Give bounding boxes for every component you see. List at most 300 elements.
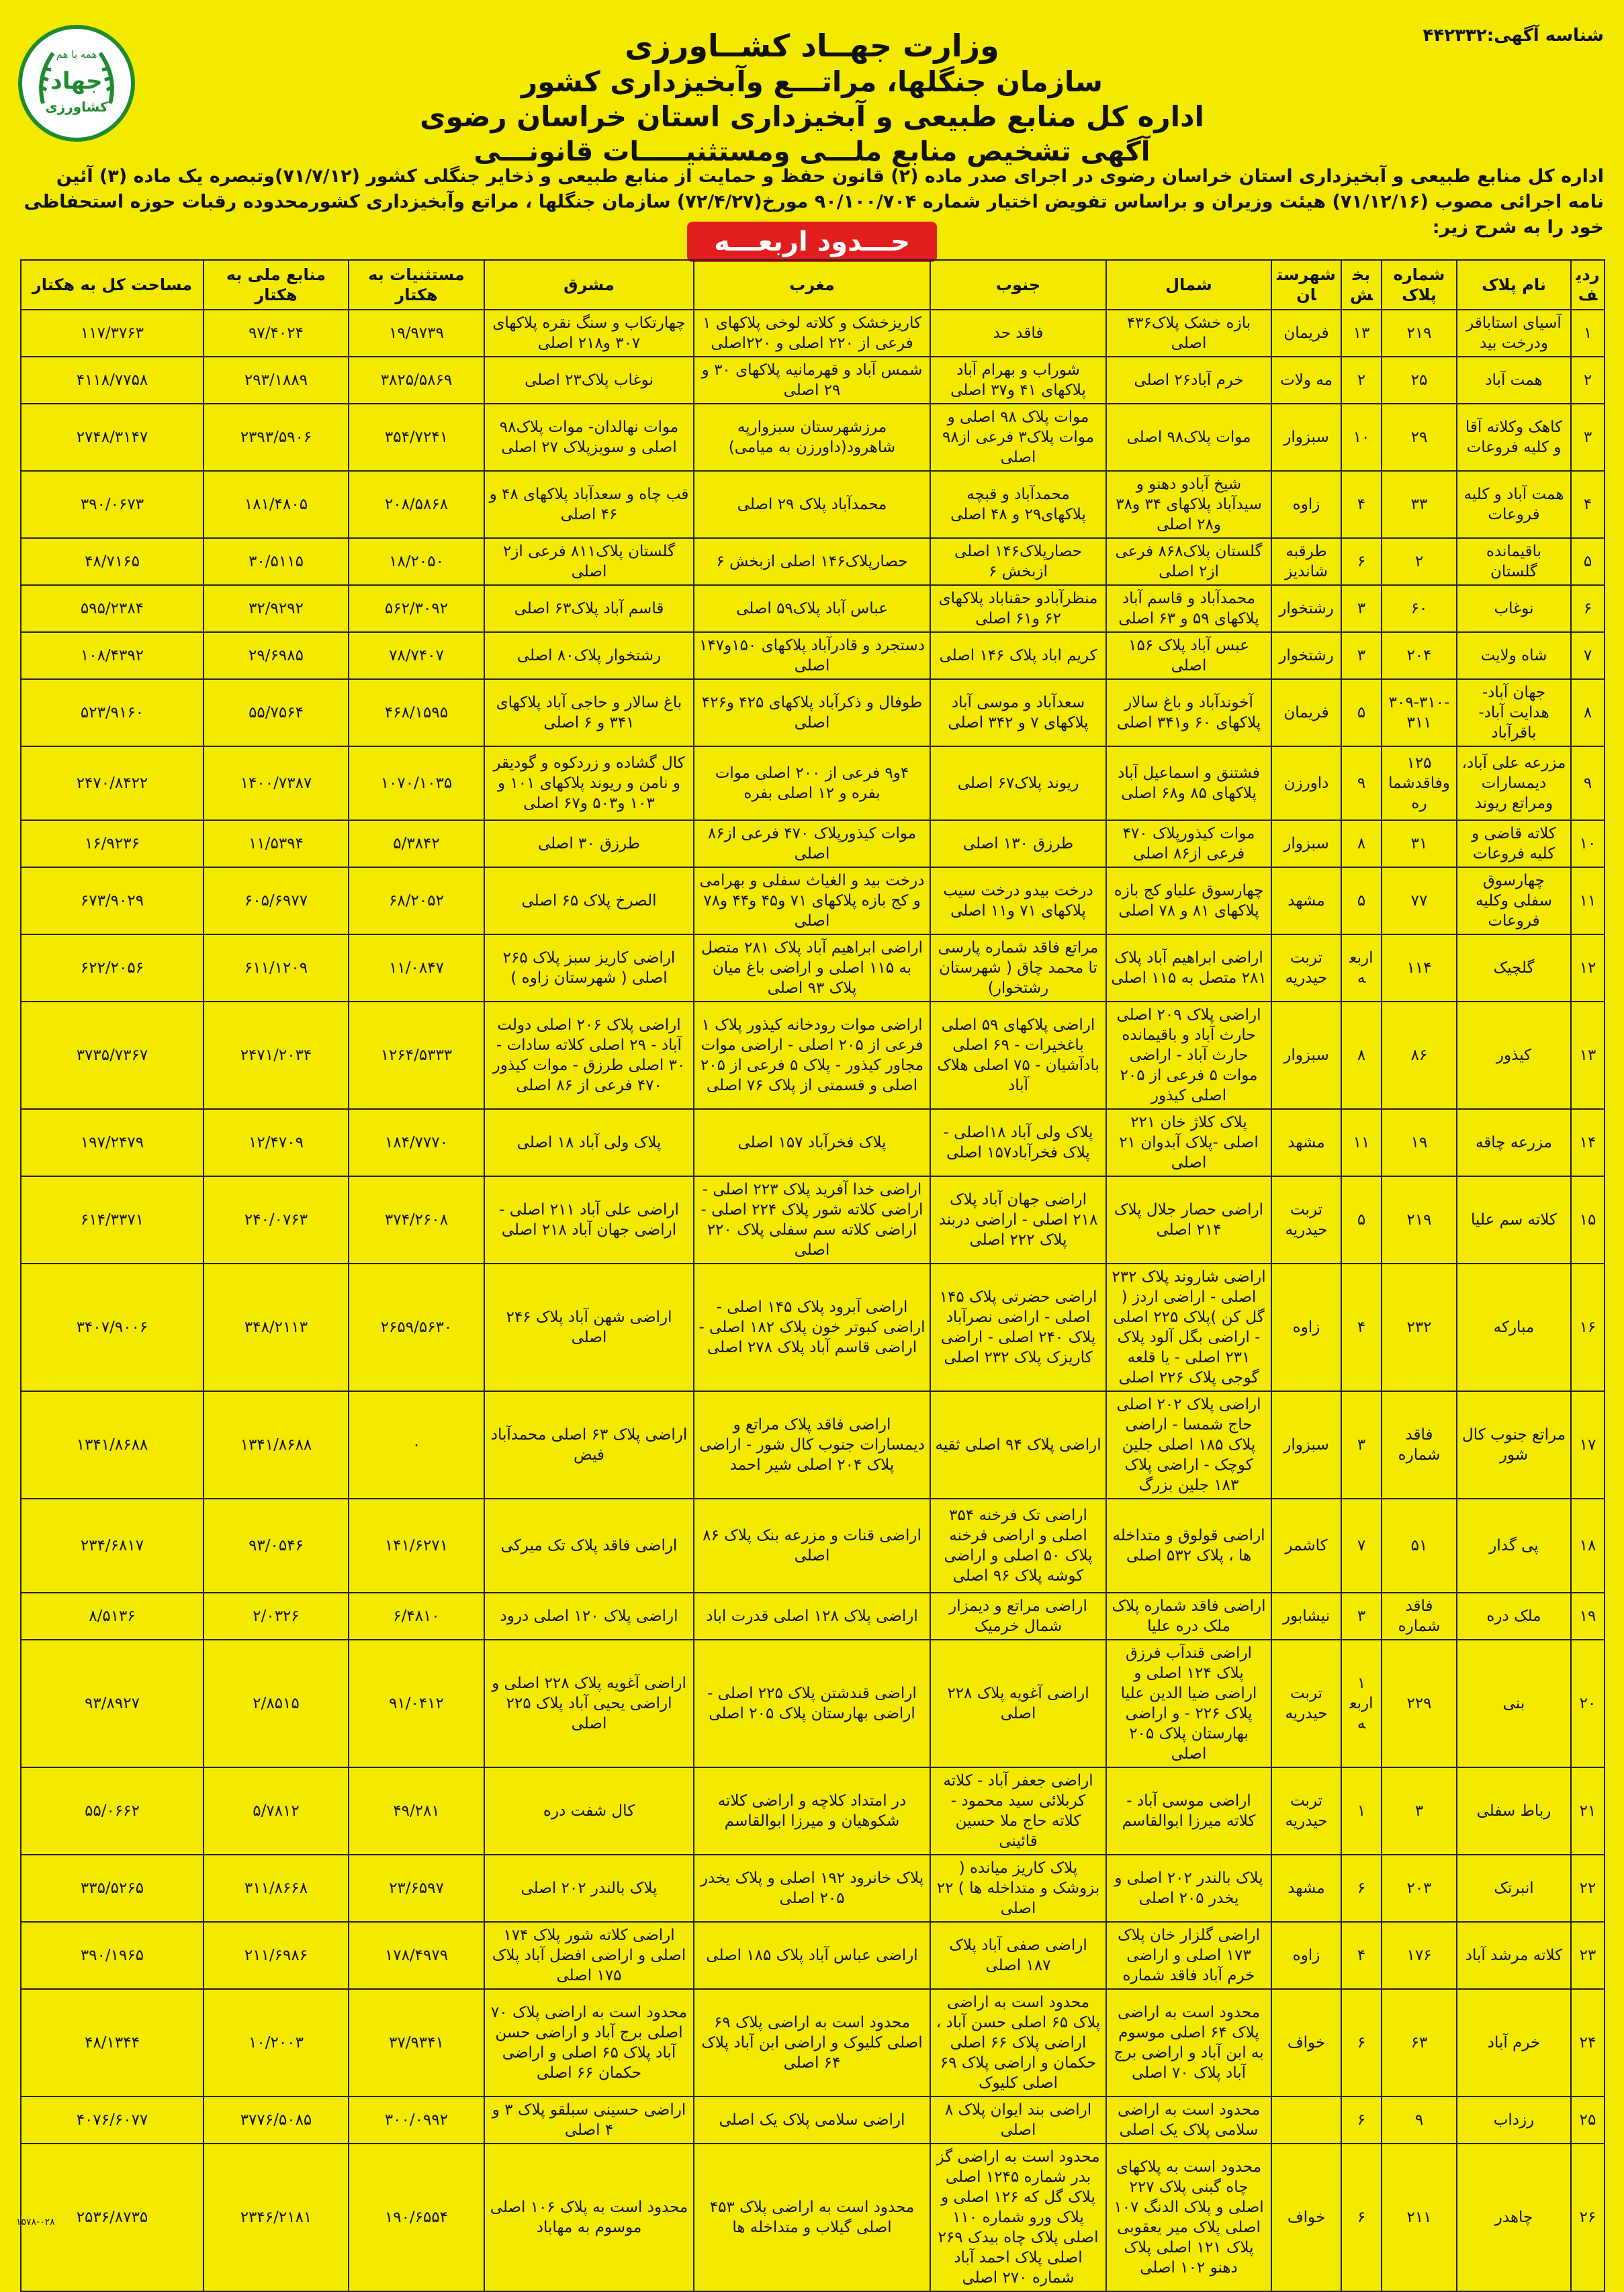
table-cell: پلاک فخرآباد ۱۵۷ اصلی [694, 1109, 930, 1176]
table-cell: ۳۳ [1382, 471, 1457, 538]
table-cell: باغ سالار و حاجی آباد پلاکهای ۳۴۱ و ۶ اصلی [484, 679, 694, 746]
table-cell: ۲۰ [1571, 1640, 1605, 1767]
table-cell: ۳۴۸/۲۱۱۳ [204, 1264, 349, 1391]
table-cell: ۴۰۷۶/۶۰۷۷ [21, 2097, 204, 2144]
table-cell: ۶ [1341, 2144, 1382, 2291]
table-cell: ۹۷/۴۰۲۴ [204, 310, 349, 357]
table-row [21, 1109, 1605, 1176]
table-cell: ۳۷۴/۲۶۰۸ [349, 1176, 484, 1264]
table-cell: سعدآباد و موسی آباد پلاکهای ۷ و ۳۴۲ اصلی [930, 679, 1106, 746]
table-cell: تربت حیدریه [1271, 934, 1341, 1002]
table-row [21, 632, 1605, 679]
table-cell: ۷ [1341, 1499, 1382, 1593]
table-row [21, 746, 1605, 820]
table-row [21, 1989, 1605, 2097]
table-cell: اراضی آغویه پلاک ۲۲۸ اصلی و اراضی یحیی آباد پلاک ۲۲۵ اصلی [484, 1640, 694, 1767]
table-cell: دستجرد و قادرآباد پلاکهای ۱۵۰و۱۴۷ اصلی [694, 632, 930, 679]
table-cell: ۳ [1571, 404, 1605, 471]
table-cell: ۲۰۳ [1382, 1855, 1457, 1922]
table-cell: ۲/۰۳۲۶ [204, 1593, 349, 1640]
table-cell: ۱۷۶ [1382, 1922, 1457, 1989]
table-cell: موات کیذورپلاک ۴۷۰ فرعی از۸۶ اصلی [1106, 820, 1271, 867]
table-cell: مراتع جنوب کال شور [1457, 1391, 1571, 1499]
table-cell: ۹ [1382, 2097, 1457, 2144]
table-cell: اراضی تک فرخنه ۳۵۴ اصلی و اراضی فرخنه پلاک ۵۰ اصلی و اراضی کوشه پلاک ۹۶ اصلی [930, 1499, 1106, 1593]
table-cell: ۱۴۱/۶۲۷۱ [349, 1499, 484, 1593]
table-cell: ۱۳۴۱/۸۶۸۸ [21, 1391, 204, 1499]
table-cell: ۲۲۹ [1382, 1640, 1457, 1767]
table-cell: اراضی قنات و مزرعه بنک پلاک ۸۶ اصلی [694, 1499, 930, 1593]
table-cell: ۱۰ [1571, 820, 1605, 867]
table-cell: اراضی موات رودخانه کیذور پلاک ۱ فرعی از ۲۰۵ اصلی - اراضی موات مجاور کیذور - پلاک ۵ فرعی از ۲۰۵ اصلی و قسمتی از پلاک ۷۶ اصلی [694, 1002, 930, 1109]
boundaries-table [20, 259, 1605, 2292]
table-cell: اراضی قندآب فرزق پلاک ۱۲۴ اصلی و اراضی ضیا الدین علیا پلاک ۲۲۶ - و اراضی بهارستان پلاک ۲۰۵ اصلی [1106, 1640, 1271, 1767]
table-cell: ۲۹ [1382, 404, 1457, 471]
table-cell: ۱۴۰۰/۷۳۸۷ [204, 746, 349, 820]
table-cell: فاقد حد [930, 310, 1106, 357]
table-row [21, 1640, 1605, 1767]
table-cell: محدود است به اراضی پلاک ۶۵ اصلی حسن آباد ، اراضی پلاک ۶۶ اصلی حکمان و اراضی پلاک ۶۹ اصلی کلیوک [930, 1989, 1106, 2097]
table-cell: فریمان [1271, 679, 1341, 746]
table-cell: ۸ [1571, 679, 1605, 746]
table-cell: ۲۳۴/۶۸۱۷ [21, 1499, 204, 1593]
table-cell: ۱۷۸/۴۹۷۹ [349, 1922, 484, 1989]
table-cell: اراضی موسی آباد - کلاته میرزا ابوالقاسم [1106, 1767, 1271, 1855]
table-cell: پلاک بالندر ۲۰۲ اصلی و یخدر ۲۰۵ اصلی [1106, 1855, 1271, 1922]
table-cell: ۴۶۸/۱۵۹۵ [349, 679, 484, 746]
table-cell: ۱۰۸/۴۳۹۲ [21, 632, 204, 679]
table-cell: فریمان [1271, 310, 1341, 357]
table-cell: ۲۷۴۸/۳۱۴۷ [21, 404, 204, 471]
table-cell: اراضی فاقد شماره پلاک ملک دره علیا [1106, 1593, 1271, 1640]
table-cell: ۱۳ [1571, 1002, 1605, 1109]
table-cell: چهارتکاب و سنگ نقره پلاکهای ۳۰۷ و۲۱۸ اصلی [484, 310, 694, 357]
table-cell: ۶۰۵/۶۹۷۷ [204, 867, 349, 934]
table-cell: ۱۹ [1382, 1109, 1457, 1176]
table-row [21, 1593, 1605, 1640]
table-cell: طرزق ۳۰ اصلی [484, 820, 694, 867]
table-cell: اراضی ابراهیم آباد پلاک ۲۸۱ متصل به ۱۱۵ اصلی [1106, 934, 1271, 1002]
table-cell: کلاته مرشد آباد [1457, 1922, 1571, 1989]
table-cell: محدود است به اراضی پلاک ۶۴ اصلی موسوم به ابن آباد و اراضی برج آباد پلاک ۷۰ اصلی [1106, 1989, 1271, 2097]
table-row [21, 538, 1605, 585]
table-cell: ۲۴۰/۰۷۶۳ [204, 1176, 349, 1264]
table-cell: ۲۳۲ [1382, 1264, 1457, 1391]
table-cell: ۸ [1341, 820, 1382, 867]
table-cell: محدود است به پلاکهای چاه گبنی پلاک ۲۲۷ اصلی و پلاک الدنگ ۱۰۷ اصلی پلاک میر یعقوبی پلاک ۱۲۱ اصلی پلاک دهنو ۱۰۲ اصلی [1106, 2144, 1271, 2291]
column-header: ردیف [1571, 260, 1605, 310]
table-cell: ۳۱۱/۸۶۶۸ [204, 1855, 349, 1922]
table-row [21, 585, 1605, 632]
notice-title: آگهی تشخیص منابع ملـــی ومستثنیـــــات قانونـــی [473, 136, 1151, 167]
table-cell: ۲۱۹ [1382, 1176, 1457, 1264]
logo-main-text: جهاد [50, 68, 103, 95]
table-cell: طرزق ۱۳۰ اصلی [930, 820, 1106, 867]
table-cell: چهارسوق سفلی وکلیه فروعات [1457, 867, 1571, 934]
table-cell: ۱۹۰/۶۵۵۴ [349, 2144, 484, 2291]
table-cell: ریوند پلاک۶۷ اصلی [930, 746, 1106, 820]
table-cell: زاوه [1271, 471, 1341, 538]
table-cell: اراضی پلاک ۲۰۶ اصلی دولت آباد - ۲۹ اصلی کلاته سادات - ۳۰ اصلی طرزق - موات کیذور ۴۷۰ فرعی از ۸۶ اصلی [484, 1002, 694, 1109]
table-cell: ۲۱۹ [1382, 310, 1457, 357]
table-cell: پلاک ولی آباد ۱۸اصلی - پلاک فخرآباد۱۵۷ اصلی [930, 1109, 1106, 1176]
jahad-logo [16, 23, 137, 144]
column-header: مساحت کل به هکتار [21, 260, 204, 310]
table-cell: رشتخوار [1271, 632, 1341, 679]
table-cell: انبرتک [1457, 1855, 1571, 1922]
table-cell: شمس آباد و قهرمانیه پلاکهای ۳۰ و ۲۹ اصلی [694, 357, 930, 404]
table-row [21, 1002, 1605, 1109]
table-row [21, 2144, 1605, 2291]
table-cell: سبزوار [1271, 1002, 1341, 1109]
table-cell: ۵/۷۸۱۲ [204, 1767, 349, 1855]
table-cell: ۶ [1341, 538, 1382, 585]
table-cell: محدود است به اراضی پلاک ۴۵۳ اصلی گیلاب و متداخله ها [694, 2144, 930, 2291]
table-cell: اراضی خدا آفرید پلاک ۲۲۳ اصلی - اراضی کلاته شور پلاک ۲۲۴ اصلی - اراضی کلاته سم سفلی پلاک ۲۲۰ اصلی [694, 1176, 930, 1264]
table-cell: باقیمانده گلستان [1457, 538, 1571, 585]
column-header: نام پلاک [1457, 260, 1571, 310]
table-cell: ۵۲۳/۹۱۶۰ [21, 679, 204, 746]
table-cell: محدود است به اراضی گز بدر شماره ۱۲۴۵ اصلی پلاک گل که ۱۲۶ اصلی و پلاک ورو شماره ۱۱۰ اصلی پلاک چاه بیدک ۲۶۹ اصلی پلاک احمد آباد شماره ۲۷۰ اصلی [930, 2144, 1106, 2291]
header [154, 27, 1470, 169]
table-cell: جهان آباد- هدایت آباد- باقرآباد [1457, 679, 1571, 746]
table-cell: ۲ [1341, 357, 1382, 404]
table-cell: منظرآبادو حقناباد پلاکهای ۶۲ و۶۱ اصلی [930, 585, 1106, 632]
table-cell: اراضی کلاته شور پلاک ۱۷۴ اصلی و اراضی افضل آباد پلاک ۱۷۵ اصلی [484, 1922, 694, 1989]
table-cell: ۳۹۰/۱۹۶۵ [21, 1922, 204, 1989]
table-cell: ۶۸/۲۰۵۲ [349, 867, 484, 934]
table-cell: ملک دره [1457, 1593, 1571, 1640]
column-header: مستثنیات به هکتار [349, 260, 484, 310]
table-cell: ۲۵ [1382, 357, 1457, 404]
table-cell: ۵/۳۸۴۲ [349, 820, 484, 867]
table-cell: ۱۱ [1571, 867, 1605, 934]
table-cell: درخت بید و الغیاث سفلی و بهرامی و کج بازه پلاکهای ۷۱ و۴۵ و۴۴ و۷۸ اصلی [694, 867, 930, 934]
table-cell: ۹ [1341, 746, 1382, 820]
table-cell: ۱۶/۹۲۳۶ [21, 820, 204, 867]
table-cell: چهارسوق علیاو کج بازه پلاکهای ۸۱ و ۷۸ اصلی [1106, 867, 1271, 934]
table-cell: مشهد [1271, 1855, 1341, 1922]
table-cell: اراضی حضرتی پلاک ۱۴۵ اصلی - اراضی نصرآباد پلاک ۲۴۰ اصلی - اراضی کاریزک پلاک ۲۳۲ اصلی [930, 1264, 1106, 1391]
table-cell: ۶۷۳/۹۰۲۹ [21, 867, 204, 934]
table-cell: ۱۱ [1341, 1109, 1382, 1176]
table-cell: اراضی ابراهیم آباد پلاک ۲۸۱ متصل به ۱۱۵ اصلی و اراضی باغ میان پلاک ۹۳ اصلی [694, 934, 930, 1002]
table-cell: ۷ [1571, 632, 1605, 679]
table-cell: ۵۹۵/۲۳۸۴ [21, 585, 204, 632]
table-cell: اراضی پلاک ۲۰۹ اصلی حارث آباد و باقیمانده حارث آباد - اراضی موات ۵ فرعی از ۲۰۵ اصلی کیذور [1106, 1002, 1271, 1109]
table-cell: ۱۹۷/۲۴۷۹ [21, 1109, 204, 1176]
table-cell: خرم آباد۲۶ اصلی [1106, 357, 1271, 404]
table-cell: گلستان پلاک۸۶۸ فرعی از۲ اصلی [1106, 538, 1271, 585]
column-header: شماره پلاک [1382, 260, 1457, 310]
table-cell: اراضی پلاکهای ۵۹ اصلی باغخیرات - ۶۹ اصلی بادآشیان - ۷۵ اصلی هلاک آباد [930, 1002, 1106, 1109]
table-cell: فاقد شماره [1382, 1593, 1457, 1640]
table-cell: رباط سفلی [1457, 1767, 1571, 1855]
table-cell: ۳۷/۹۳۴۱ [349, 1989, 484, 2097]
table-cell: ۶ [1571, 585, 1605, 632]
table-cell: ۲۳ [1571, 1922, 1605, 1989]
boundaries-banner: حـــدود اربعـــه [687, 222, 937, 262]
table-cell: ۲۶۵۹/۵۶۳۰ [349, 1264, 484, 1391]
table-cell: ۳۳۵/۵۲۶۵ [21, 1855, 204, 1922]
table-cell: داورزن [1271, 746, 1341, 820]
wheat-emblem-icon [16, 23, 137, 144]
table-cell: اراضی پلاک ۲۰۲ اصلی حاج شمسا - اراضی پلاک ۱۸۵ اصلی جلین کوچک - اراضی پلاک ۱۸۳ جلین بزرگ [1106, 1391, 1271, 1499]
department-title: اداره کل منابع طبیعی و آبخیزداری استان خراسان رضوی [420, 100, 1204, 133]
table-cell: پلاک خانرود ۱۹۲ اصلی و پلاک یخدر ۲۰۵ اصلی [694, 1855, 930, 1922]
table-cell: محمدآباد پلاک ۲۹ اصلی [694, 471, 930, 538]
table-cell: محدود است به پلاک ۱۰۶ اصلی موسوم به مهاباد [484, 2144, 694, 2291]
table-cell: ۲۰۴ [1382, 632, 1457, 679]
table-cell: ۵ [1341, 679, 1382, 746]
table-cell: ۵۵/۰۶۶۲ [21, 1767, 204, 1855]
table-cell: ۲۵۳۶/۸۷۳۵ [21, 2144, 204, 2291]
table-cell: همت آباد [1457, 357, 1571, 404]
table-cell: اربعه [1341, 934, 1382, 1002]
column-header: شهرستان [1271, 260, 1341, 310]
table-cell: قب چاه و سعدآباد پلاکهای ۴۸ و ۴۶ اصلی [484, 471, 694, 538]
table-row [21, 1499, 1605, 1593]
table-cell: ۲/۸۵۱۵ [204, 1640, 349, 1767]
table-cell: شیخ آبادو دهنو و سیدآباد پلاکهای ۳۴ و۳۸ و۲۸ اصلی [1106, 471, 1271, 538]
table-cell: ۱ اربعه [1341, 1640, 1382, 1767]
table-cell: گلچیک [1457, 934, 1571, 1002]
table-cell: نوغاب [1457, 585, 1571, 632]
column-header: منابع ملی به هکتار [204, 260, 349, 310]
table-cell: ۳۹۰/۰۶۷۳ [21, 471, 204, 538]
table-cell: ۶۳ [1382, 1989, 1457, 2097]
table-cell: آسیای استاباقر ودرخت بید [1457, 310, 1571, 357]
table-cell: ۲۱۱/۶۹۸۶ [204, 1922, 349, 1989]
table-cell: خواف [1271, 1989, 1341, 2097]
table-row [21, 357, 1605, 404]
table-cell: ۱۱۷/۳۷۶۳ [21, 310, 204, 357]
table-cell: مرزشهرستان سبزوارپه شاهرود(داورزن به میامی) [694, 404, 930, 471]
table-cell: نیشابور [1271, 1593, 1341, 1640]
table-cell: ۶۱۴/۳۳۷۱ [21, 1176, 204, 1264]
table-row [21, 679, 1605, 746]
table-cell: رزداب [1457, 2097, 1571, 2144]
table-header-row [21, 260, 1605, 310]
table-cell: بنی [1457, 1640, 1571, 1767]
table-cell: اراضی پلاک ۹۴ اصلی ثقیه [930, 1391, 1106, 1499]
table-cell: ۱۳۴۱/۸۶۸۸ [204, 1391, 349, 1499]
table-cell: ۱۸/۲۰۵۰ [349, 538, 484, 585]
table-cell: ۳۷۳۵/۷۳۶۷ [21, 1002, 204, 1109]
table-cell: کریم اباد پلاک ۱۴۶ اصلی [930, 632, 1106, 679]
table-cell: خواف [1271, 2144, 1341, 2291]
table-cell: محمدآباد و قاسم آباد پلاکهای ۵۹ و ۶۳ اصلی [1106, 585, 1271, 632]
column-header: مشرق [484, 260, 694, 310]
table-cell: حصارپلاک۱۴۶ اصلی ازبخش ۶ [930, 538, 1106, 585]
table-cell: اراضی بند ایوان پلاک ۸ اصلی [930, 2097, 1106, 2144]
table-cell: فشتنق و اسماعیل آباد پلاکهای ۸۵ و۶۸ اصلی [1106, 746, 1271, 820]
table-cell: ۹ [1571, 746, 1605, 820]
table-cell: ۱۳ [1341, 310, 1382, 357]
table-cell: ۲۲ [1571, 1855, 1605, 1922]
table-cell: ۰ [349, 1391, 484, 1499]
table-row [21, 820, 1605, 867]
table-cell: مزرعه چاقه [1457, 1109, 1571, 1176]
table-cell: کاهک وکلاته آقا و کلیه فروعات [1457, 404, 1571, 471]
table-cell: حصارپلاک۱۴۶ اصلی ازبخش ۶ [694, 538, 930, 585]
table-cell: کال شفت دره [484, 1767, 694, 1855]
table-cell: ۴ [1571, 471, 1605, 538]
table-cell [1271, 2097, 1341, 2144]
table-cell: ۷۸/۷۴۰۷ [349, 632, 484, 679]
table-cell: اراضی مراتع و دیمزار شمال خرمیک [930, 1593, 1106, 1640]
table-cell: ۳ [1341, 1391, 1382, 1499]
table-cell: ۱۹ [1571, 1593, 1605, 1640]
table-cell: ۳ [1341, 632, 1382, 679]
table-cell: مه ولات [1271, 357, 1341, 404]
table-cell: ۳۸۲۵/۵۸۶۹ [349, 357, 484, 404]
table-cell: خرم آباد [1457, 1989, 1571, 2097]
ministry-title: وزارت جهــاد کشــاورزی [625, 28, 999, 64]
table-row [21, 471, 1605, 538]
table-cell: ۱۲۶۴/۵۳۳۳ [349, 1002, 484, 1109]
table-cell: ۱۷ [1571, 1391, 1605, 1499]
table-cell: ۱۶ [1571, 1264, 1605, 1391]
table-cell: موات پلاک ۹۸ اصلی و موات پلاک۳ فرعی از۹۸ اصلی [930, 404, 1106, 471]
table-cell: ۶۰ [1382, 585, 1457, 632]
table-cell: ۱۲۵ وفاقدشماره [1382, 746, 1457, 820]
table-cell: ۲۹/۶۹۸۵ [204, 632, 349, 679]
table-cell: ۳۵۴/۷۲۴۱ [349, 404, 484, 471]
table-cell: اراضی آبرود پلاک ۱۴۵ اصلی - اراضی کبوتر خون پلاک ۱۸۲ اصلی - اراضی قاسم آباد پلاک ۲۷۸ اصلی [694, 1264, 930, 1391]
table-cell: ۱۸۱/۴۸۰۵ [204, 471, 349, 538]
table-cell: ۲۴۷۱/۲۰۳۴ [204, 1002, 349, 1109]
table-cell: اراضی جهان آباد پلاک ۲۱۸ اصلی - اراضی دربند پلاک ۲۲۲ اصلی [930, 1176, 1106, 1264]
table-cell: اراضی پلاک ۶۳ اصلی محمدآباد فیض [484, 1391, 694, 1499]
footer-code: ۱۵۷۸-۰۲۸ [16, 2217, 55, 2228]
table-cell: ۵۶۲/۳۰۹۲ [349, 585, 484, 632]
table-cell: ۶۱۱/۱۲۰۹ [204, 934, 349, 1002]
table-cell: ۳ [1341, 585, 1382, 632]
table-cell: ۳ [1341, 1593, 1382, 1640]
table-cell: اراضی پلاک ۱۲۰ اصلی درود [484, 1593, 694, 1640]
table-cell: ۱۵ [1571, 1176, 1605, 1264]
table-cell: تربت حیدریه [1271, 1176, 1341, 1264]
table-cell: ۳۰/۵۱۱۵ [204, 538, 349, 585]
table-cell: کلاته قاضی و کلیه فروعات [1457, 820, 1571, 867]
table-cell: ۱۸ [1571, 1499, 1605, 1593]
column-header: شمال [1106, 260, 1271, 310]
table-row [21, 310, 1605, 357]
table-cell: ۶/۴۸۱۰ [349, 1593, 484, 1640]
table-row [21, 867, 1605, 934]
table-cell: اراضی پلاک ۱۲۸ اصلی قدرت اباد [694, 1593, 930, 1640]
table-cell: اراضی صفی آباد پلاک ۱۸۷ اصلی [930, 1922, 1106, 1989]
table-cell: پلاک کلاژ خان ۲۲۱ اصلی -پلاک آبدوان ۲۱ اصلی [1106, 1109, 1271, 1176]
table-cell: کال گشاده و زردکوه و گودیقر و نامن و ریوند پلاکهای ۱۰۱ و ۱۰۳ و۵۰۳ و۶۷ اصلی [484, 746, 694, 820]
table-cell: اراضی جعفر آباد - کلاته کربلائی سید محمود - کلاته حاج ملا حسین قائینی [930, 1767, 1106, 1855]
table-cell: ۲ [1571, 357, 1605, 404]
table-cell: محدود است به اراضی سلامی پلاک یک اصلی [1106, 2097, 1271, 2144]
table-cell: اراضی عباس آباد پلاک ۱۸۵ اصلی [694, 1922, 930, 1989]
table-cell: تربت حیدریه [1271, 1767, 1341, 1855]
organization-title: سازمان جنگلها، مراتـــع وآبخیزداری کشور [521, 65, 1103, 98]
table-cell: ۱۰ [1341, 404, 1382, 471]
table-row [21, 1922, 1605, 1989]
table-cell: اراضی حسینی سبلقو پلاک ۳ و ۴ اصلی [484, 2097, 694, 2144]
table-cell: مشهد [1271, 867, 1341, 934]
column-header: بخش [1341, 260, 1382, 310]
table-cell: موات کیذورپلاک ۴۷۰ فرعی از۸۶ اصلی [694, 820, 930, 867]
table-cell: ۱۴ [1571, 1109, 1605, 1176]
table-cell: همت آباد و کلیه فروعات [1457, 471, 1571, 538]
table-cell: اراضی قولوق و متداخله ها ، پلاک ۵۳۲ اصلی [1106, 1499, 1271, 1593]
table-cell: اراضی فاقد پلاک تک میرکی [484, 1499, 694, 1593]
table-cell: نوغاب پلاک۲۳ اصلی [484, 357, 694, 404]
table-cell: ۱۰/۲۰۰۳ [204, 1989, 349, 2097]
table-cell: ۸ [1341, 1002, 1382, 1109]
table-cell: ۳۲/۹۲۹۲ [204, 585, 349, 632]
table-cell: ۱۱۴ [1382, 934, 1457, 1002]
table-cell: ۴۸/۱۳۴۴ [21, 1989, 204, 2097]
table-row [21, 1855, 1605, 1922]
table-cell: ۴ [1341, 1922, 1382, 1989]
table-cell: کاشمر [1271, 1499, 1341, 1593]
table-cell: کاریزخشک و کلاته لوخی پلاکهای ۱ فرعی از ۲۲۰ اصلی و ۲۲۰اصلی [694, 310, 930, 357]
table-cell: بازه خشک پلاک۴۳۶ اصلی [1106, 310, 1271, 357]
table-cell: ۲۰۸/۵۸۶۸ [349, 471, 484, 538]
table-cell: طرقبه شاندیز [1271, 538, 1341, 585]
table-cell: ۶ [1341, 1855, 1382, 1922]
table-cell: در امتداد کلاچه و اراضی کلاته شکوهیان و میرزا ابوالقاسم [694, 1767, 930, 1855]
table-cell: درخت بیدو درخت سیب پلاکهای ۷۱ و۱۱ اصلی [930, 867, 1106, 934]
table-cell: سبزوار [1271, 404, 1341, 471]
table-cell: ۳۷۷۶/۵۰۸۵ [204, 2097, 349, 2144]
table-cell: مزرعه علی آباد، دیمسارات ومراتع ریوند [1457, 746, 1571, 820]
table-cell: اراضی شهن آباد پلاک ۲۴۶ اصلی [484, 1264, 694, 1391]
table-cell: اراضی آغویه پلاک ۲۲۸ اصلی [930, 1640, 1106, 1767]
table-cell: زاوه [1271, 1264, 1341, 1391]
table-cell: ۱۱/۰۸۴۷ [349, 934, 484, 1002]
table-cell: ۲۵ [1571, 2097, 1605, 2144]
table-cell: ۲۱۱ [1382, 2144, 1457, 2291]
table-cell: پلاک کاریز میانده ( بزوشک و متداخله ها ) ۲۲ اصلی [930, 1855, 1106, 1922]
column-header: جنوب [930, 260, 1106, 310]
table-cell: فاقد شماره [1382, 1391, 1457, 1499]
table-cell: کلاته سم علیا [1457, 1176, 1571, 1264]
table-cell: اراضی فاقد پلاک مراتع و دیمسارات جنوب کال شور - اراضی پلاک ۲۰۴ اصلی شیر احمد [694, 1391, 930, 1499]
table-cell: محدود است به اراضی پلاک ۶۹ اصلی کلیوک و اراضی ابن آباد پلاک ۶۴ اصلی [694, 1989, 930, 2097]
table-cell: ۳۰۹-۳۱۰-۳۱۱ [1382, 679, 1457, 746]
table-cell: ۲۴ [1571, 1989, 1605, 2097]
table-cell: سبزوار [1271, 820, 1341, 867]
table-cell: ۴۹/۲۸۱ [349, 1767, 484, 1855]
table-cell: تربت حیدریه [1271, 1640, 1341, 1767]
table-row [21, 934, 1605, 1002]
table-cell: ۲۶ [1571, 2144, 1605, 2291]
table-cell: ۱۸۴/۷۷۷۰ [349, 1109, 484, 1176]
table-cell: کیذور [1457, 1002, 1571, 1109]
table-cell: ۱ [1341, 1767, 1382, 1855]
table-row [21, 1767, 1605, 1855]
table-cell: موات نهالدان- موات پلاک۹۸ اصلی و سویزپلاک ۲۷ اصلی [484, 404, 694, 471]
table-cell: پی گدار [1457, 1499, 1571, 1593]
column-header: مغرب [694, 260, 930, 310]
table-cell: ۲۴۷۰/۸۴۲۲ [21, 746, 204, 820]
ad-id: شناسه آگهی:۴۴۲۳۳۲ [1423, 26, 1604, 46]
table-cell: محدود است به اراضی پلاک ۷۰ اصلی برج آباد و اراضی حسن آباد پلاک ۶۵ اصلی و اراضی حکمان ۶۶ اصلی [484, 1989, 694, 2097]
table-cell: موات پلاک۹۸ اصلی [1106, 404, 1271, 471]
table-cell: ۴۱۱۸/۷۷۵۸ [21, 357, 204, 404]
table-cell: ۵ [1341, 1176, 1382, 1264]
table-cell: ۶۲۲/۲۰۵۶ [21, 934, 204, 1002]
table-cell: ۲۱ [1571, 1767, 1605, 1855]
